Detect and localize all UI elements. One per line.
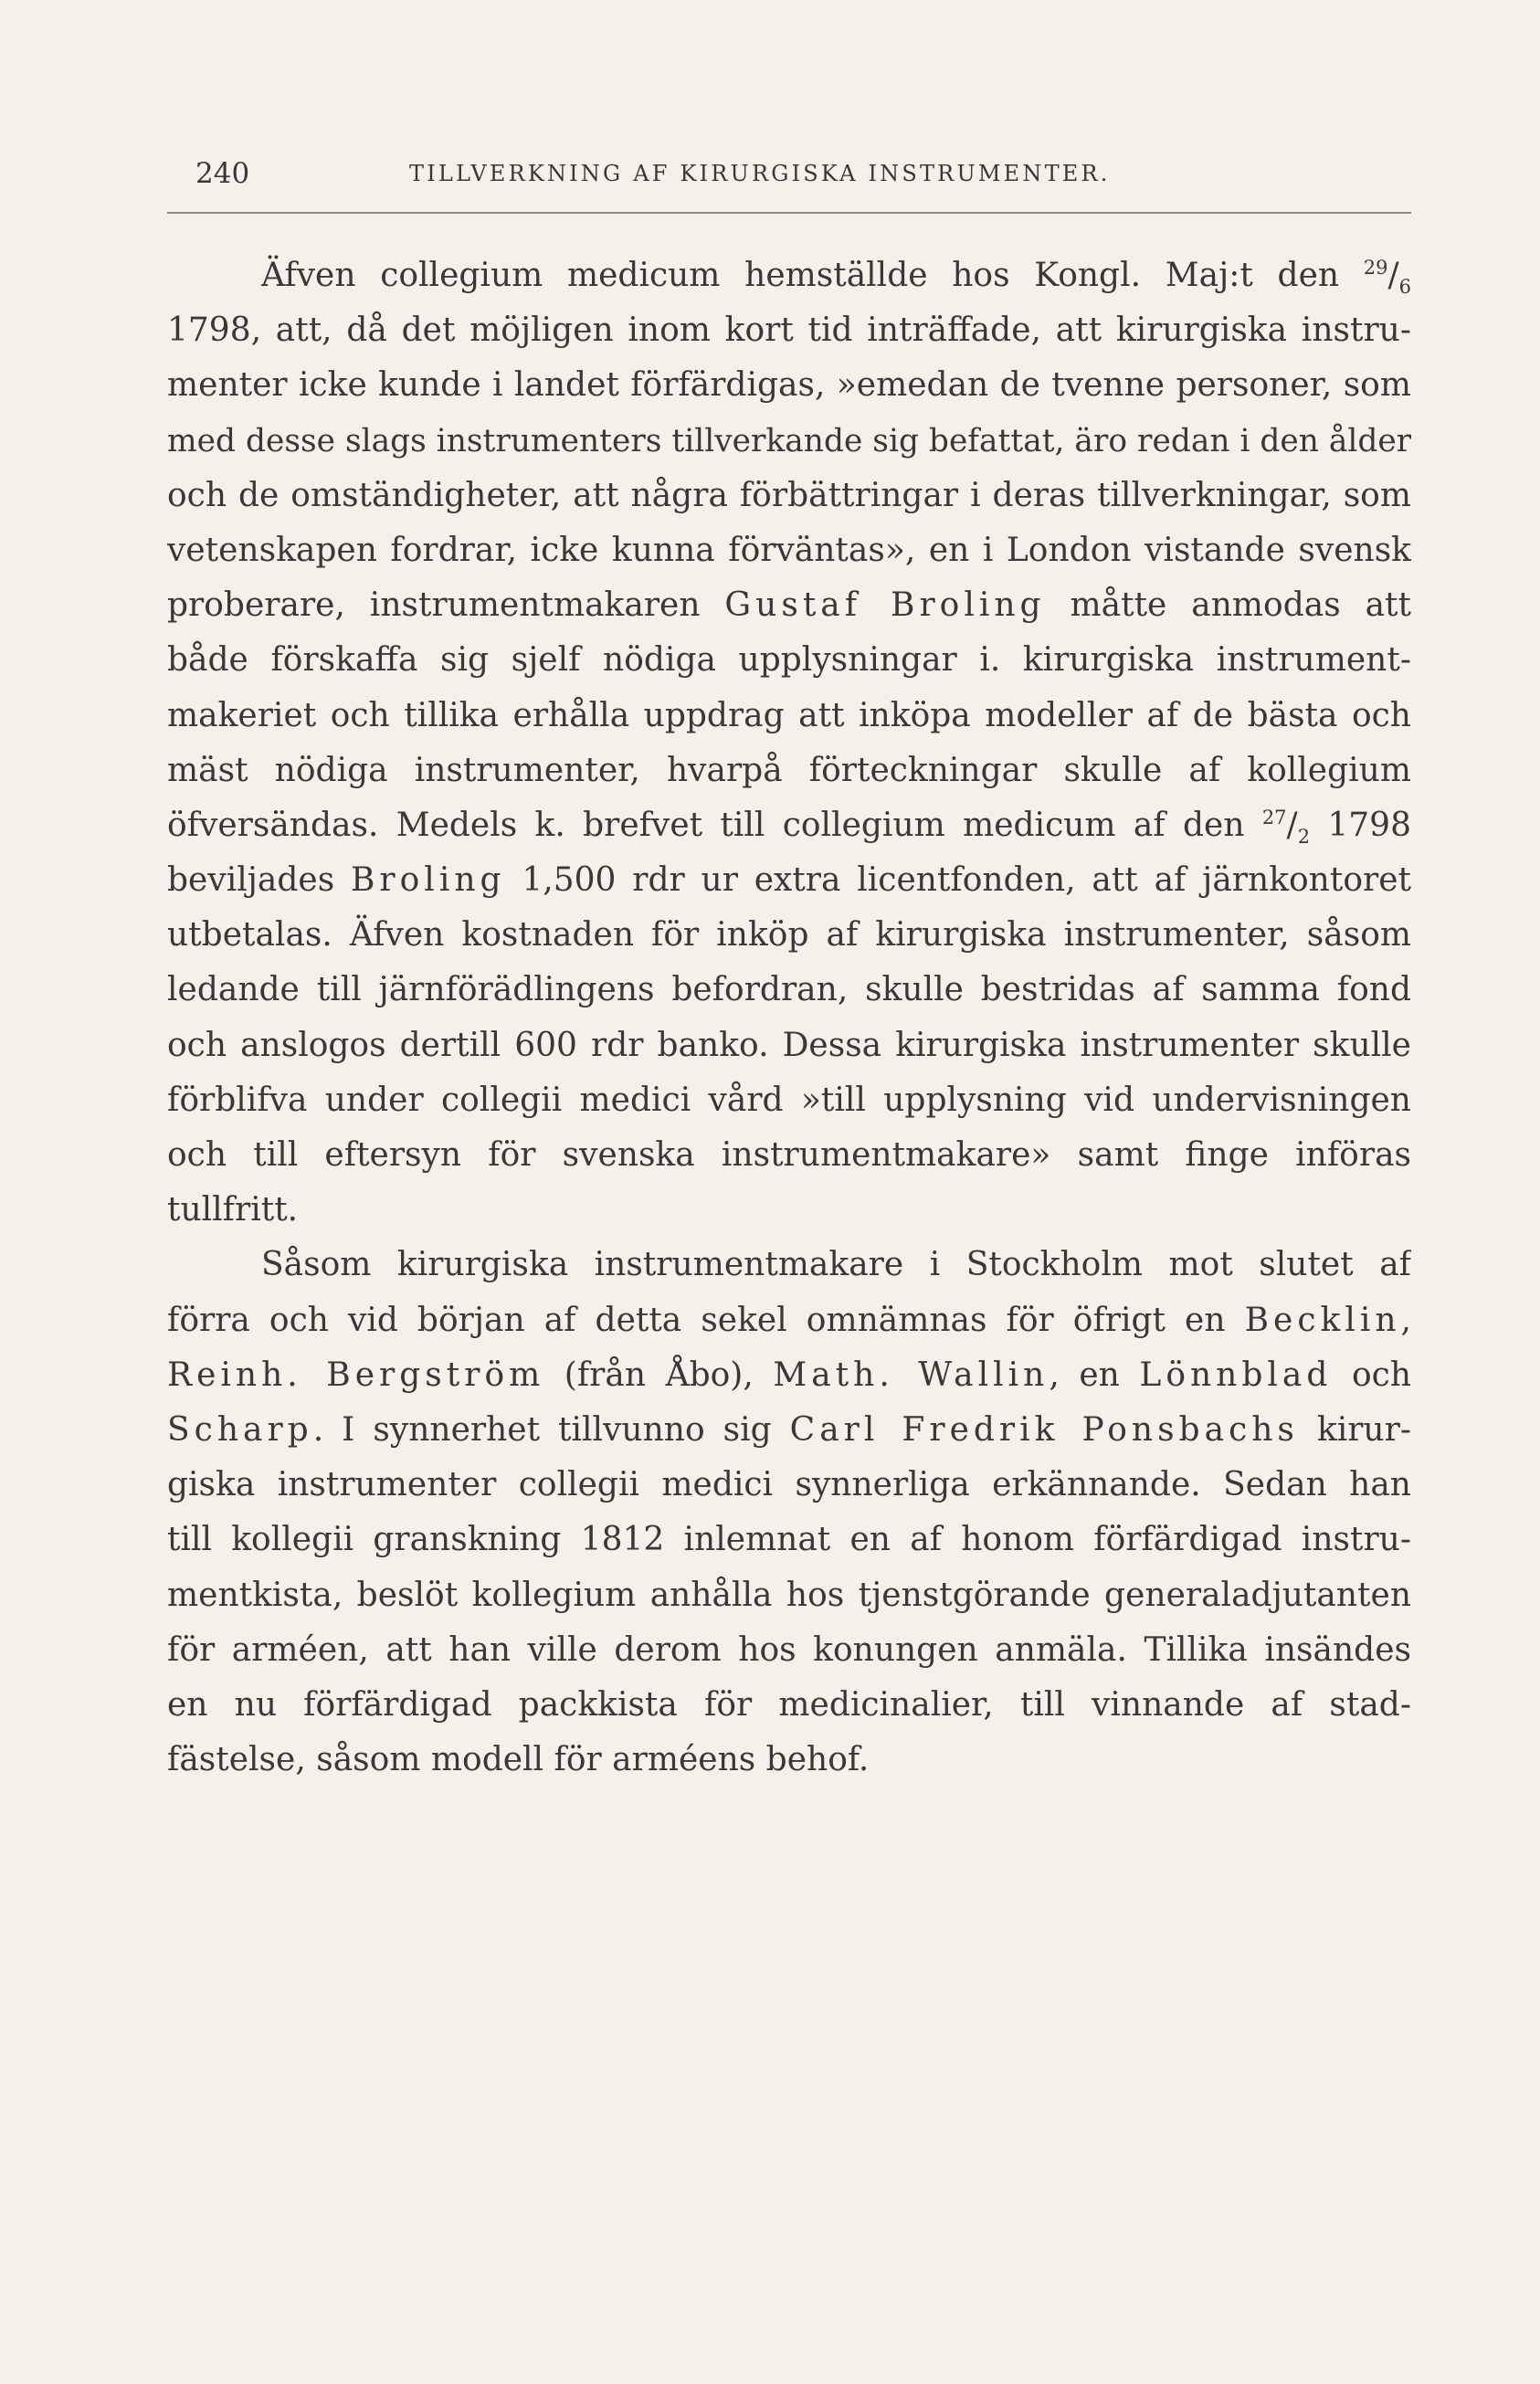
text-line: till kollegii granskning 1812 inlemnat en af honom förfärdigad instru- xyxy=(167,1521,1411,1559)
text-line: proberare, instrumentmakaren Gustaf Broling måtte anmodas att xyxy=(167,586,1411,625)
text-line: förra och vid början af detta sekel omnämnas för öfrigt en Becklin, xyxy=(167,1301,1411,1339)
text-line: beviljades Broling 1,500 rdr ur extra licentfonden, att af järnkontoret xyxy=(167,861,1411,900)
text-line: mentkista, beslöt kollegium anhålla hos tjenstgörande generaladjutanten xyxy=(167,1576,1411,1614)
text-line: både förskaffa sig sjelf nödiga upplysningar i. kirurgiska instrument- xyxy=(167,641,1411,680)
text-line: makeriet och tillika erhålla uppdrag att inköpa modeller af de bästa och xyxy=(167,696,1411,734)
text-line: Reinh. Bergström (från Åbo), Math. Wallin, en Lönnblad och xyxy=(167,1356,1411,1394)
text-line: mäst nödiga instrumenter, hvarpå förteckningar skulle af kollegium xyxy=(167,751,1411,789)
person-name: Scharp xyxy=(167,1410,313,1449)
person-name: Math. Wallin xyxy=(773,1356,1050,1394)
text-line: 1798, att, då det möjligen inom kort tid inträffade, att kirurgiska instru- xyxy=(167,311,1411,350)
text-line: tullfritt. xyxy=(167,1191,299,1229)
running-title: TILLVERKNING AF KIRURGISKA INSTRUMENTER. xyxy=(409,161,1111,186)
person-name: Broling xyxy=(350,861,506,900)
text-line: öfversändas. Medels k. brefvet till collegium medicum af den $^{27}/_2$ 1798 xyxy=(167,806,1411,849)
text-line: förblifva under collegii medici vård »till upplysning vid undervisningen xyxy=(167,1081,1411,1119)
text-line: Äfven collegium medicum hemställde hos Kongl. Maj:t den $^{29}/_6$ xyxy=(261,257,1411,299)
text-line: Såsom kirurgiska instrumentmakare i Stockholm mot slutet af xyxy=(261,1246,1411,1284)
person-name: Becklin xyxy=(1244,1301,1401,1339)
person-name: Lönnblad xyxy=(1139,1356,1333,1394)
text-line: med desse slags instrumenters tillverkande sig befattat, äro redan i den ålder xyxy=(167,422,1411,459)
header-rule xyxy=(167,212,1411,214)
text-line: menter icke kunde i landet förfärdigas, »emedan de tvenne personer, som xyxy=(167,366,1411,405)
person-name: Gustaf Broling xyxy=(724,586,1046,625)
text-line: Scharp. I synnerhet tillvunno sig Carl Fredrik Ponsbachs kirur- xyxy=(167,1410,1411,1449)
text-line: och anslogos dertill 600 rdr banko. Dessa kirurgiska instrumenter skulle xyxy=(167,1026,1411,1064)
text-line: för arméen, att han ville derom hos konungen anmäla. Tillika insändes xyxy=(167,1630,1411,1669)
person-name: Reinh. Bergström xyxy=(167,1356,545,1394)
person-name: Carl Fredrik Ponsbachs xyxy=(789,1410,1299,1449)
text-line: och de omständigheter, att några förbättringar i deras tillverkningar, som xyxy=(167,476,1411,514)
text-line: fästelse, såsom modell för arméens behof. xyxy=(167,1741,870,1779)
page-number: 240 xyxy=(195,157,250,190)
text-line: utbetalas. Äfven kostnaden för inköp af kirurgiska instrumenter, såsom xyxy=(167,916,1411,955)
text-line: och till eftersyn för svenska instrumentmakare» samt finge införas xyxy=(167,1136,1411,1174)
text-line: vetenskapen fordrar, icke kunna förväntas», en i London vistande svensk xyxy=(167,531,1411,569)
body-text xyxy=(167,248,1411,1788)
text-line: ledande till järnförädlingens befordran, skulle bestridas af samma fond xyxy=(167,971,1411,1009)
text-line: giska instrumenter collegii medici synnerliga erkännande. Sedan han xyxy=(167,1466,1411,1504)
text-line: en nu förfärdigad packkista för medicinalier, till vinnande af stad- xyxy=(167,1685,1411,1724)
page-header xyxy=(167,137,1411,201)
